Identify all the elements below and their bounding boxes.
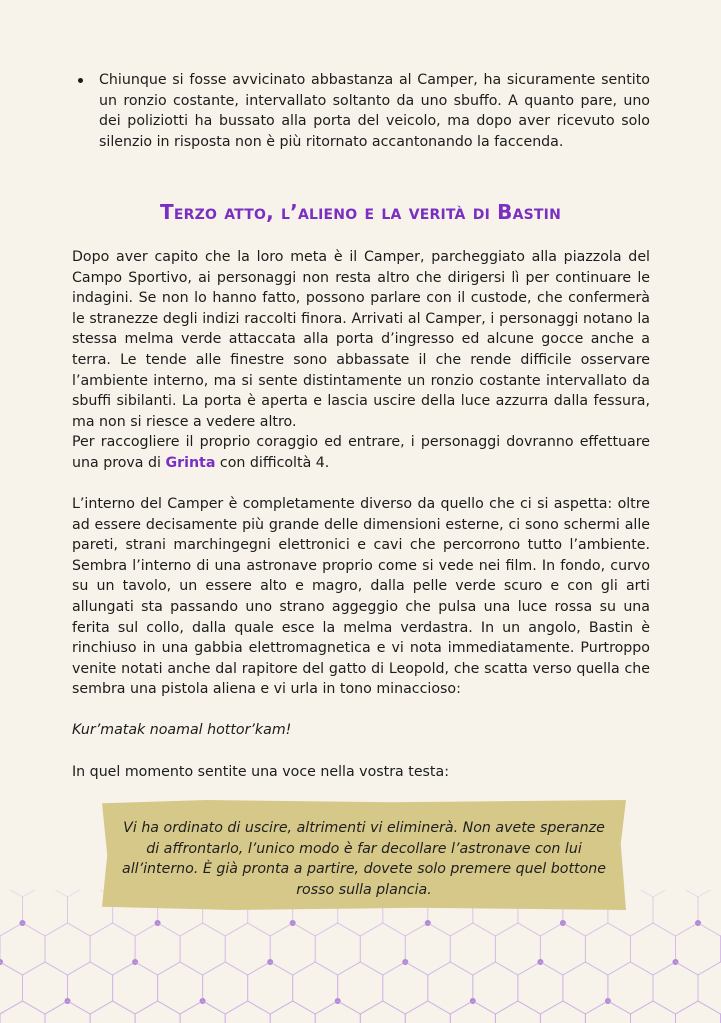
hexagon-shape (450, 1001, 495, 1023)
hexagon-shape (608, 962, 653, 1014)
hexagon-shape (180, 923, 225, 975)
hexagon-shape (698, 962, 721, 1014)
hexagon-shape (180, 1001, 225, 1023)
hexagon-shape (68, 962, 113, 1014)
hexagon-shape (495, 1001, 540, 1023)
hexagon-shape (90, 1001, 135, 1023)
hexagon-shape (0, 923, 45, 975)
hexagon-shape (360, 1001, 405, 1023)
paragraph-text: con difficoltà 4. (215, 454, 330, 471)
hexagon-shape (45, 1001, 90, 1023)
paragraph-voice: In quel momento sentite una voce nella vostra testa: (72, 764, 449, 780)
hexagon-shape (270, 1001, 315, 1023)
paragraph-text: Dopo aver capito che la loro meta è il Camper, parcheggiato alla piazzola del Campo Sportivo, ai personaggi non resta altro che dirigersi lì per continuare le indagini. Se non lo hanno fatto, possono parlare con il custode, che confermerà le stranezze degli indizi raccolti finora. Arrivati al Camper, i personaggi notano la stessa melma verde attaccata alla porta d’ingresso ed alcune gocce anche a terra. Le tende alle finestre sono abbassate il che rende difficile osservare l’ambiente interno, ma si sente distintamente un ronzio costante intervallato da sbuffi sibilanti. La porta è aperta e lascia uscire della luce azzurra dalla fessura, ma non si riesce a vedere altro. (72, 249, 650, 430)
bullet-text: Chiunque si fosse avvicinato abbastanza al Camper, ha sicuramente sentito un ronzio costante, intervallato soltanto da uno sbuffo. A quanto pare, uno dei poliziotti ha bussato alla porta del veicolo, ma dopo aver ricevuto solo silenzio in risposta non è più ritornato accantonando la faccenda. (99, 72, 650, 150)
hexagon-shape (540, 1001, 585, 1023)
hexagon-shape (495, 923, 540, 975)
hexagon-shape (338, 962, 383, 1014)
paragraph-text: Per raccogliere il proprio coraggio ed entrare, i personaggi dovranno effettuare una prova di (72, 434, 650, 471)
hexagon-shape (563, 962, 608, 1014)
hexagon-shape (23, 890, 68, 936)
hexagon-shape (676, 923, 721, 975)
hexagon-shape (315, 923, 360, 975)
hexagon-shape (23, 962, 68, 1014)
hexagon-shape (653, 890, 698, 936)
hexagon-shape (113, 962, 158, 1014)
hexagon-shape (405, 923, 450, 975)
hexagon-shape (315, 1001, 360, 1023)
hexagon-shape (585, 1001, 630, 1023)
hexagon-shape (518, 962, 563, 1014)
paragraph-arrival (72, 247, 650, 474)
hexagon-shape (225, 923, 270, 975)
list-item (72, 70, 650, 152)
hexagon-shape (135, 1001, 180, 1023)
quote-text: Vi ha ordinato di uscire, altrimenti vi eliminerà. Non avete speranze di affrontarlo, l’unico modo è far decollare l’astronave con lui all’interno. È già pronta a partire, dovete solo premere quel bottone rosso sulla plancia. (122, 820, 606, 898)
hexagon-shape (631, 1001, 676, 1023)
hexagon-shape (248, 962, 293, 1014)
hexagon-shape (585, 923, 630, 975)
hexagon-shape (270, 923, 315, 975)
hexagon-shape (135, 923, 180, 975)
hexagon-shape (428, 962, 473, 1014)
bullet-list (72, 70, 650, 152)
paragraph-interior: L’interno del Camper è completamente diverso da quello che ci si aspetta: oltre ad essere decisamente più grande delle dimensioni esterne, ci sono schermi alle pareti, strani marchingegni elettronici e cavi che percorrono tutto l’ambiente. Sembra l’interno di una astronave proprio come si vede nei film. In fondo, curvo su un tavolo, un essere alto e magro, dalla pelle verde scuro e con gli arti allungati sta passando uno strano aggeggio che pulsa una luce rossa su una ferita sul collo, dalla quale esce la melma verdastra. In un angolo, Bastin è rinchiuso in una gabbia elettromagnetica e vi nota immediatamente. Purtroppo venite notati anche dal rapitore del gatto di Leopold, che scatta verso quella che sembra una pistola aliena e vi urla in tono minaccioso: (72, 496, 650, 698)
hexagon-shape (450, 923, 495, 975)
hexagon-pattern-decoration (0, 890, 721, 1023)
hexagon-shape (676, 1001, 721, 1023)
hexagon-shape (203, 962, 248, 1014)
hexagon-shape (631, 923, 676, 975)
grinta-keyword: Grinta (165, 454, 216, 471)
hexagon-shape (540, 923, 585, 975)
hexagon-shape (0, 962, 23, 1014)
bullet-dot-icon (78, 78, 83, 83)
hexagon-shape (293, 962, 338, 1014)
hexagon-shape (360, 923, 405, 975)
hexagon-shape (225, 1001, 270, 1023)
section-title: Terzo atto, l’alieno e la verità di Bastin (160, 200, 561, 224)
hexagon-shape (45, 923, 90, 975)
hexagon-shape (383, 962, 428, 1014)
alien-speech: Kur’matak noamal hottor’kam! (72, 722, 292, 738)
hexagon-shape (405, 1001, 450, 1023)
hexagon-shape (653, 962, 698, 1014)
hexagon-shape (158, 962, 203, 1014)
hexagon-shape (90, 923, 135, 975)
hexagon-shape (0, 1001, 45, 1023)
hexagon-shape (473, 962, 518, 1014)
